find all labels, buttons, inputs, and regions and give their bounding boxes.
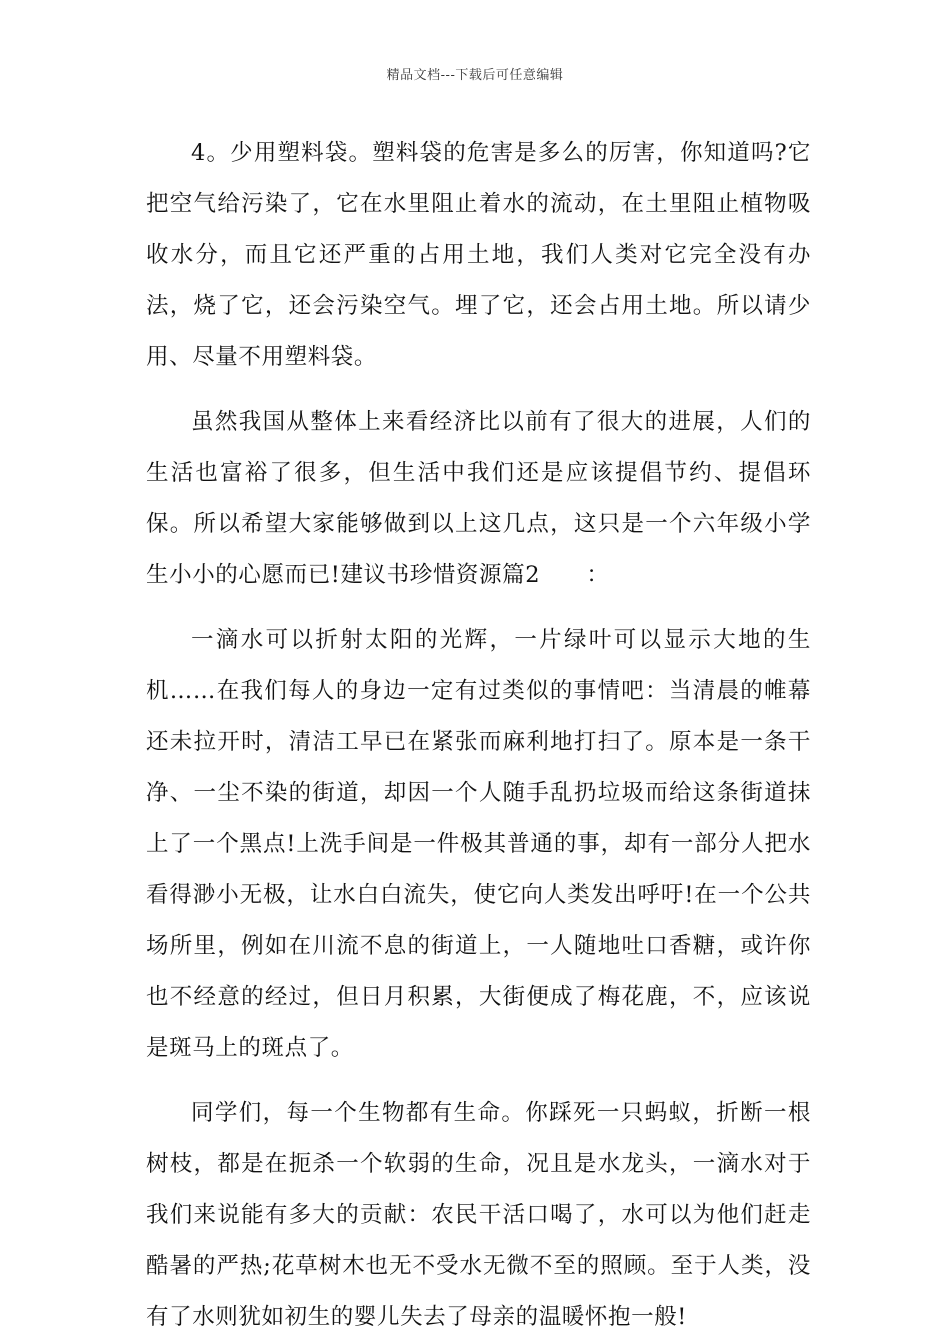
paragraph: 一滴水可以折射太阳的光辉，一片绿叶可以显示大地的生机……在我们每人的身边一定有过类似的事情吧：当清晨的帷幕还未拉开时，清洁工早已在紧张而麻利地打扫了。原本是一条干净、一尘不染的街道，却因一个人随手乱扔垃圾而给这条街道抹上了一个黑点!上洗手间是一件极其普通的事，却有一部分人把水看得渺小无极，让水白白流失，使它向人类发出呼吁!在一个公共场所里，例如在川流不息的街道上，一人随地吐口香糖，或许你也不经意的经过，但日月积累，大街便成了梅花鹿，不，应该说是斑马上的斑点了。 [146,627,811,1061]
document-body [146,128,811,1343]
page-header: 精品文档---下载后可任意编辑 [386,68,564,83]
paragraph: 同学们，每一个生物都有生命。你踩死一只蚂蚁，折断一根树枝，都是在扼杀一个软弱的生命，况且是水龙头，一滴水对于我们来说能有多大的贡献：农民干活口喝了，水可以为他们赶走酷暑的严热;花草树木也无不受水无微不至的照顾。至于人类，没有了水则犹如初生的婴儿失去了母亲的温暖怀抱一般! [146,1100,811,1330]
paragraph: 4。少用塑料袋。塑料袋的危害是多么的厉害，你知道吗?它把空气给污染了，它在水里阻止着水的流动，在土里阻止植物吸收水分，而且它还严重的占用土地，我们人类对它完全没有办法，烧了它，还会污染空气。埋了它，还会占用土地。所以请少用、尽量不用塑料袋。 [146,140,811,370]
paragraph: 虽然我国从整体上来看经济比以前有了很大的进展，人们的生活也富裕了很多，但生活中我们还是应该提倡节约、提倡环保。所以希望大家能够做到以上这几点，这只是一个六年级小学生小小的心愿而已!建议书珍惜资源篇2 ： [146,409,811,588]
